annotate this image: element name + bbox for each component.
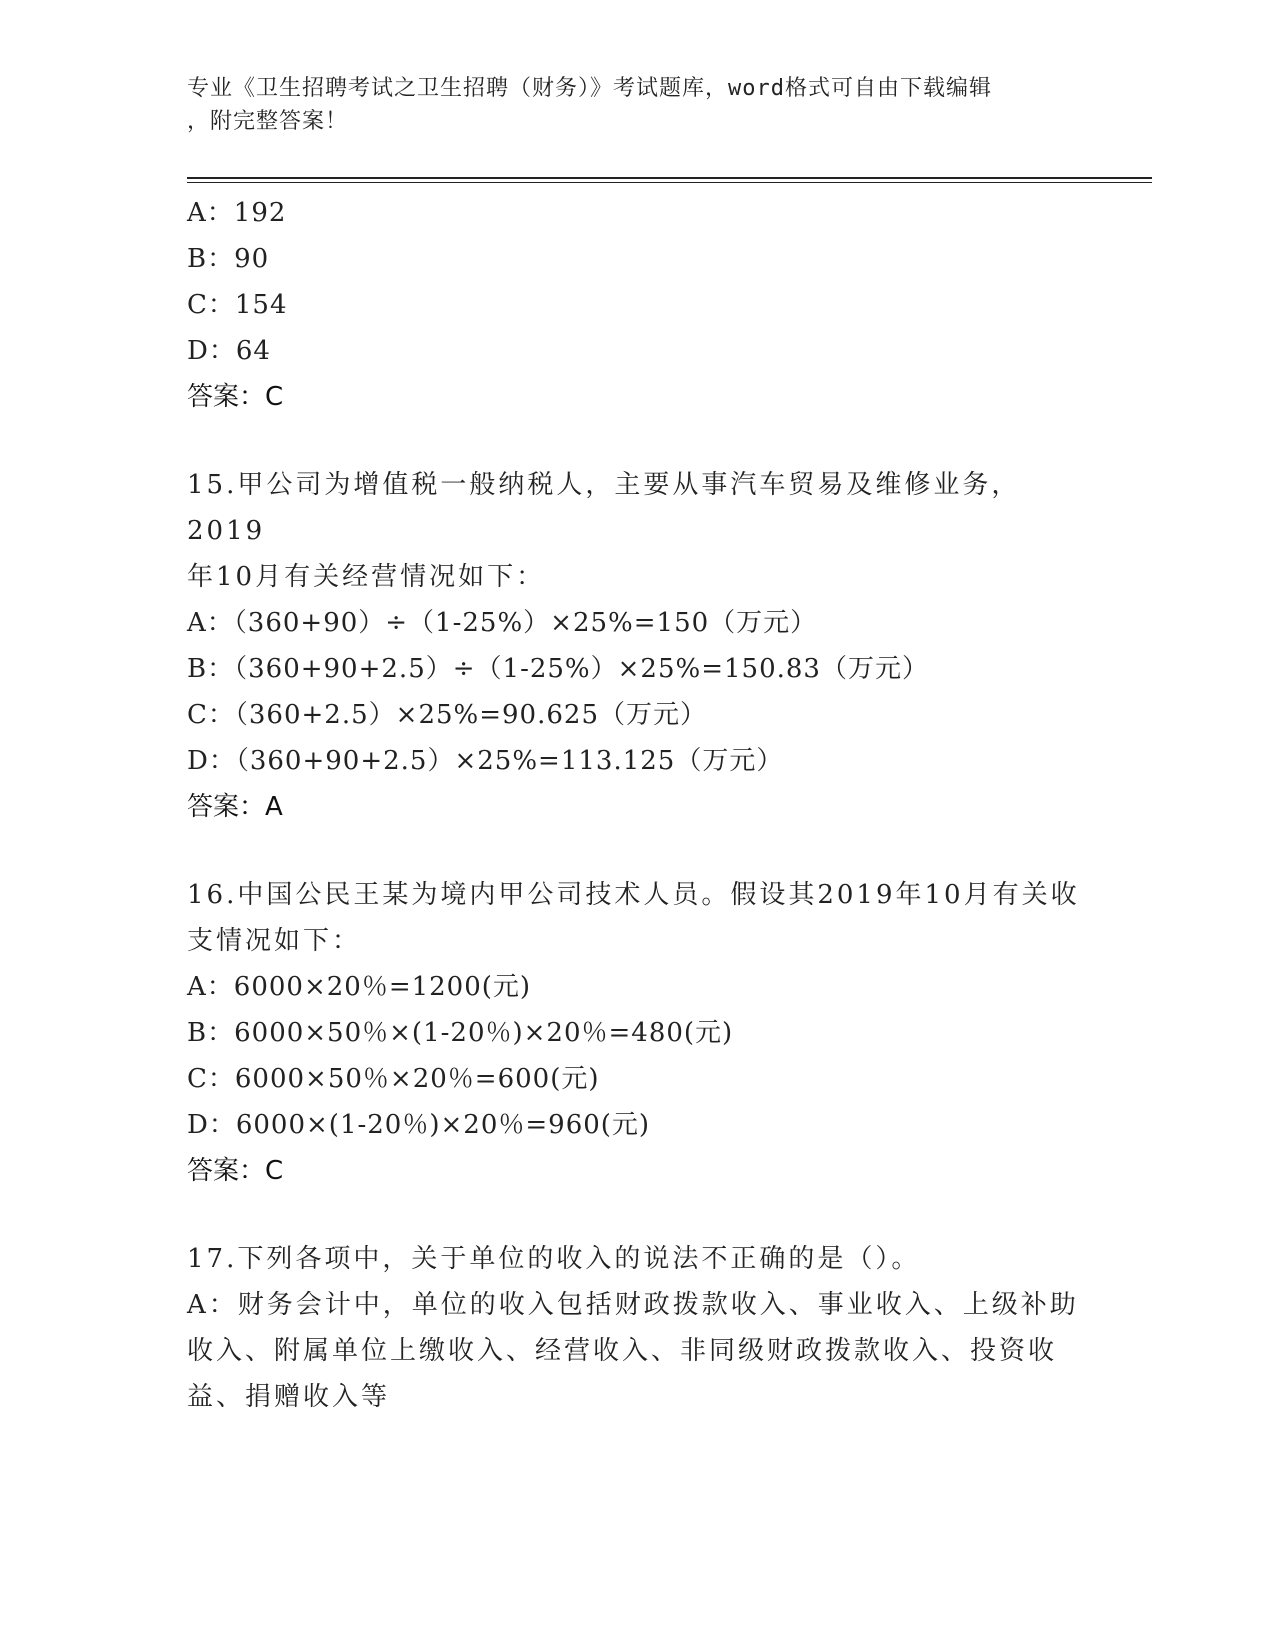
spacer bbox=[187, 830, 1087, 872]
q14-answer: 答案：C bbox=[187, 382, 284, 412]
q15-stem-line-1: 15.甲公司为增值税一般纳税人，主要从事汽车贸易及维修业务，2019 bbox=[187, 470, 1021, 546]
q16-option-d: D：6000×(1-20％)×20％=960(元) bbox=[187, 1110, 651, 1140]
question-14 bbox=[187, 190, 1087, 420]
q16-answer: 答案：C bbox=[187, 1156, 284, 1186]
question-16 bbox=[187, 872, 1087, 1194]
q17-option-a-line-2: 收入、附属单位上缴收入、经营收入、非同级财政拨款收入、投资收 bbox=[187, 1336, 1058, 1366]
q14-option-c: C：154 bbox=[187, 290, 288, 320]
q17-option-a-line-3: 益、捐赠收入等 bbox=[187, 1382, 391, 1412]
q16-stem-line-1: 16.中国公民王某为境内甲公司技术人员。假设其2019年10月有关收 bbox=[187, 880, 1080, 910]
question-17 bbox=[187, 1236, 1087, 1420]
q16-option-a: A：6000×20％=1200(元) bbox=[187, 972, 532, 1002]
page-header bbox=[187, 72, 1067, 138]
q16-option-c: C：6000×50％×20％=600(元) bbox=[187, 1064, 600, 1094]
q16-stem-line-2: 支情况如下： bbox=[187, 926, 362, 956]
question-content bbox=[187, 190, 1087, 1420]
q15-option-c: C：（360+2.5）×25%=90.625（万元） bbox=[187, 700, 707, 730]
header-line-2: ，附完整答案！ bbox=[187, 109, 349, 134]
header-rule-thick bbox=[187, 177, 1152, 179]
spacer bbox=[187, 420, 1087, 462]
q15-stem-line-2: 年10月有关经营情况如下： bbox=[187, 562, 546, 592]
q17-option-a-line-1: A：财务会计中，单位的收入包括财政拨款收入、事业收入、上级补助 bbox=[187, 1290, 1079, 1320]
q15-answer: 答案：A bbox=[187, 792, 283, 822]
header-rule-thin bbox=[187, 182, 1152, 183]
q14-option-a: A：192 bbox=[187, 198, 287, 228]
q16-option-b: B：6000×50％×(1-20％)×20％=480(元) bbox=[187, 1018, 734, 1048]
q15-option-d: D：（360+90+2.5）×25%=113.125（万元） bbox=[187, 746, 784, 776]
q14-option-b: B：90 bbox=[187, 244, 270, 274]
header-line-1: 专业《卫生招聘考试之卫生招聘（财务）》考试题库，word格式可自由下载编辑 bbox=[187, 76, 992, 101]
q17-stem-line-1: 17.下列各项中，关于单位的收入的说法不正确的是（）。 bbox=[187, 1244, 921, 1274]
q15-option-a: A：（360+90）÷（1-25%）×25%=150（万元） bbox=[187, 608, 818, 638]
question-15 bbox=[187, 462, 1087, 830]
q15-option-b: B：（360+90+2.5）÷（1-25%）×25%=150.83（万元） bbox=[187, 654, 929, 684]
spacer bbox=[187, 1194, 1087, 1236]
q14-option-d: D：64 bbox=[187, 336, 271, 366]
